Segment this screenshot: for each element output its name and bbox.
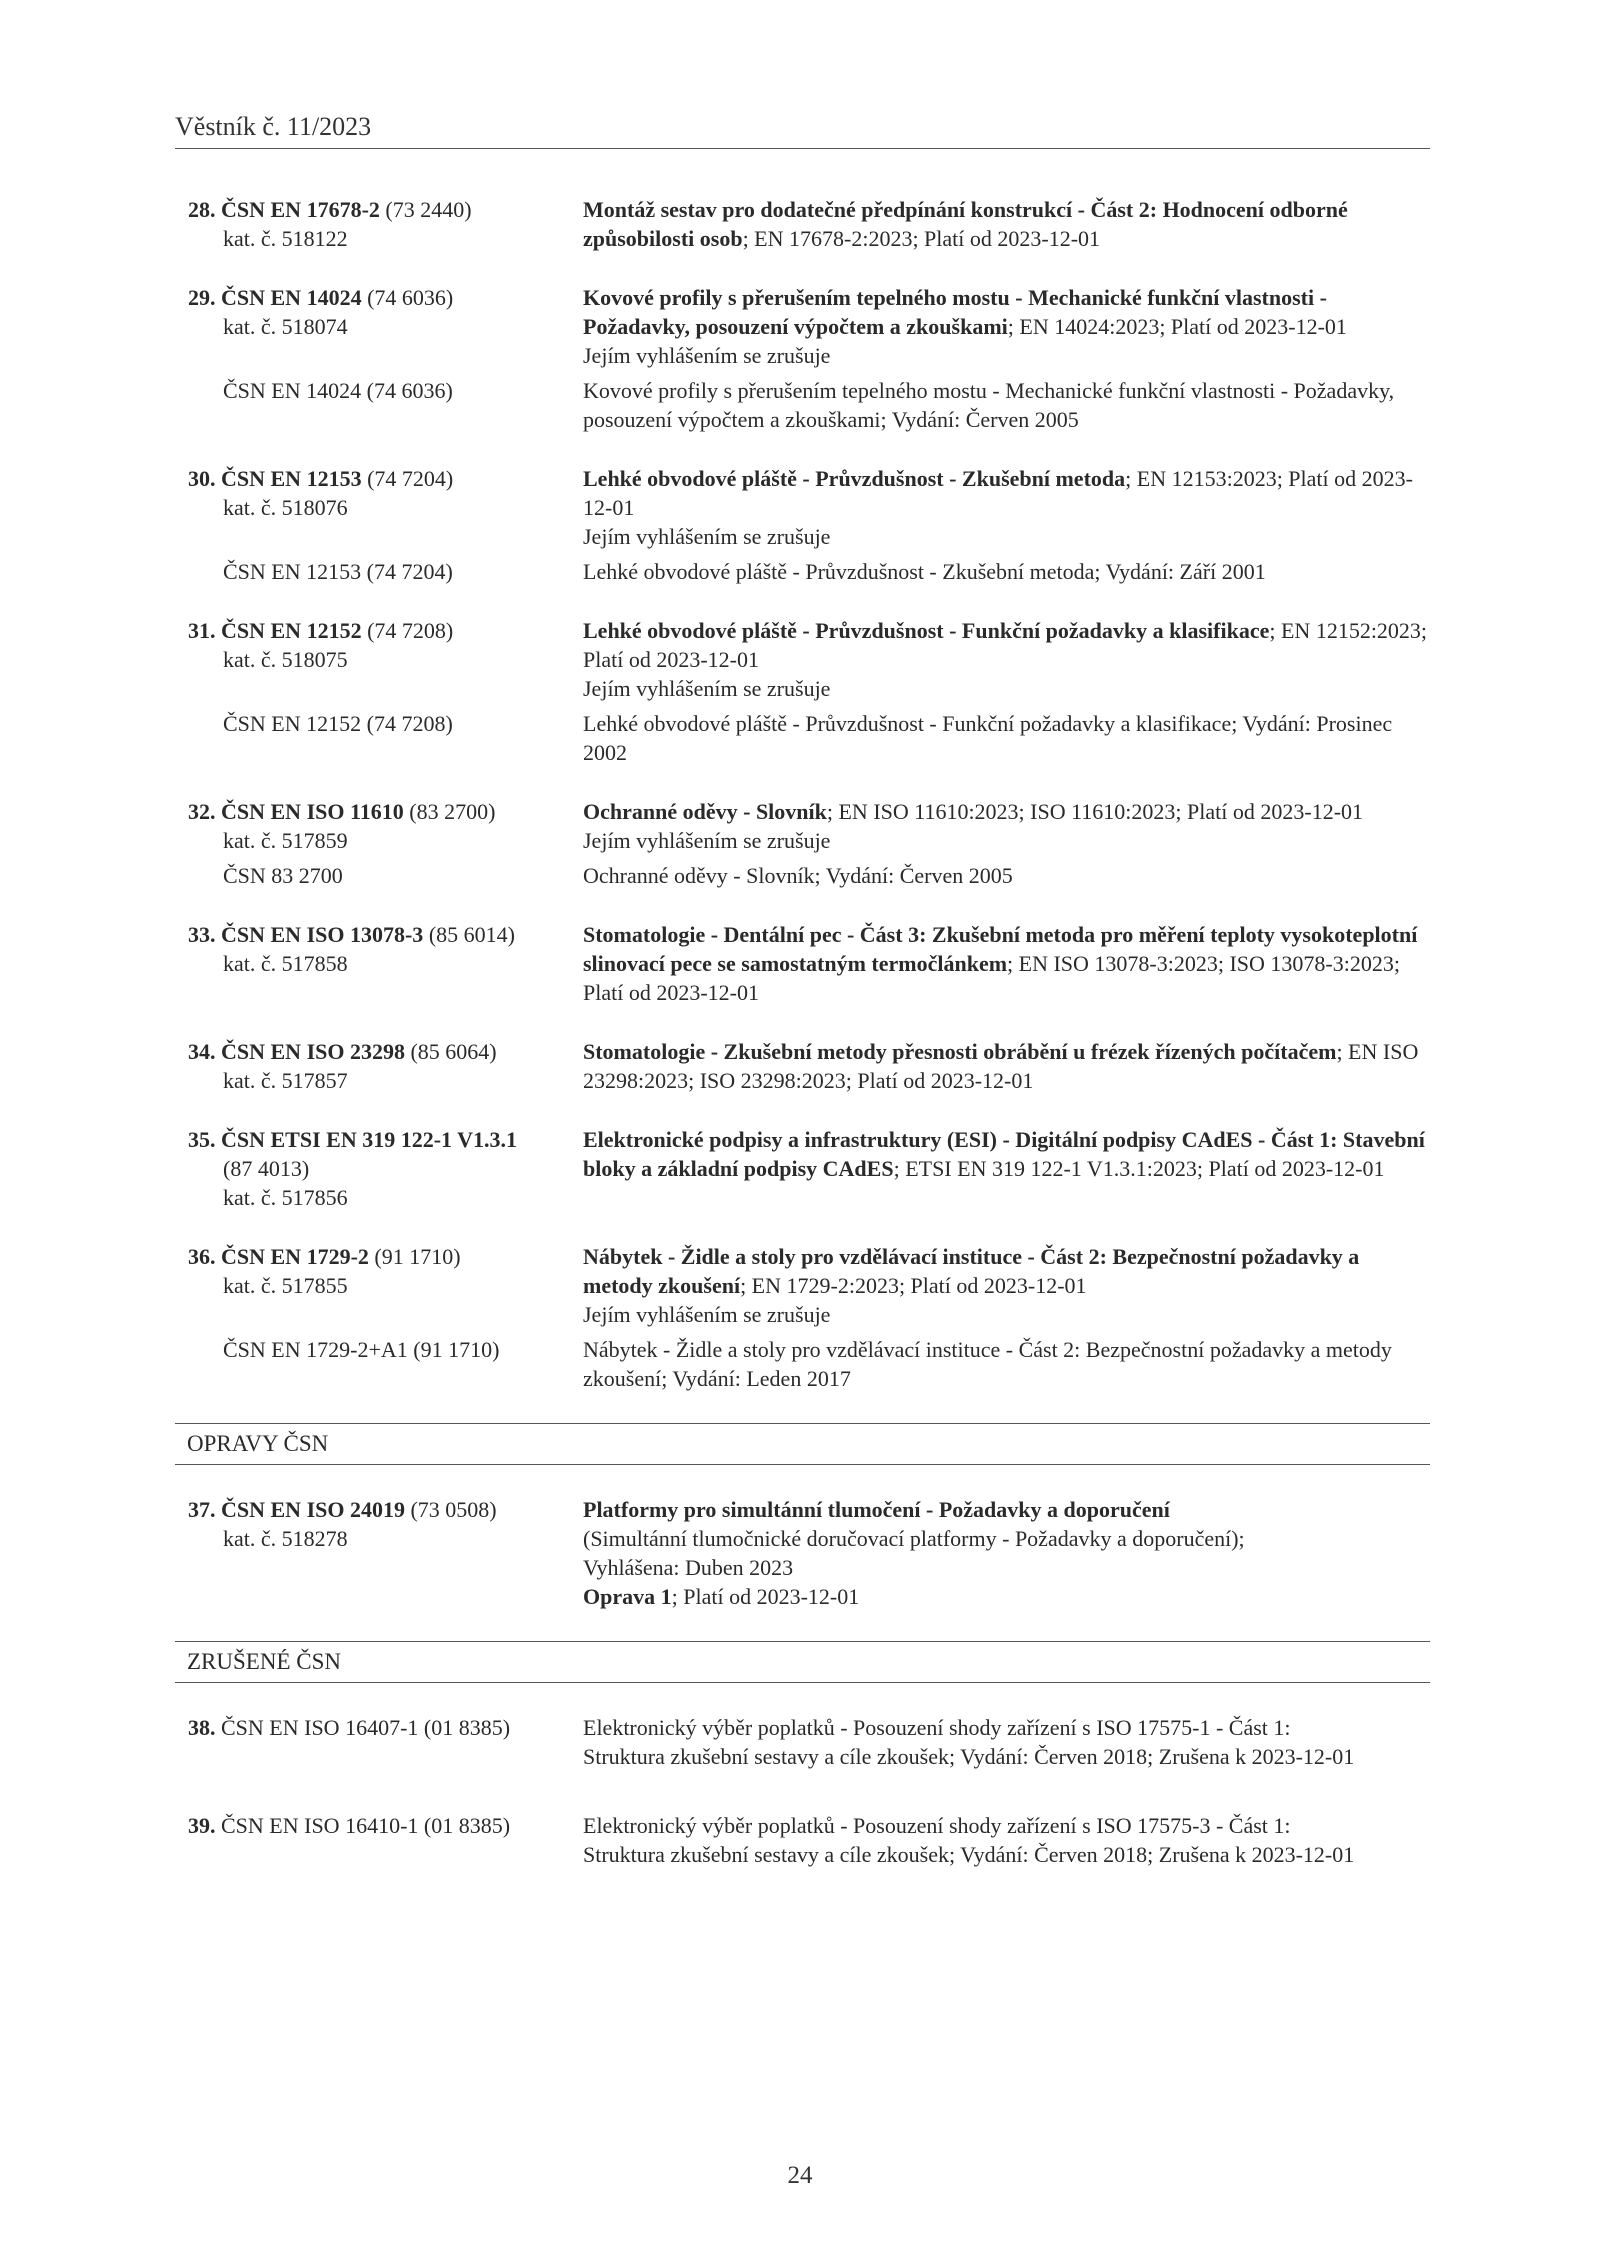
- entry-number: 29.: [188, 285, 216, 310]
- standard-code: ČSN EN 1729-2: [221, 1244, 369, 1269]
- entry-number: 39.: [188, 1813, 216, 1838]
- standard-details: ; EN ISO 23298:2023; ISO 23298:2023; Platí od 2023-12-01: [583, 1039, 1419, 1093]
- entry-number: 36.: [188, 1244, 216, 1269]
- catalog-number: kat. č. 517858: [223, 951, 348, 976]
- classification: (85 6014): [428, 922, 515, 947]
- entry-32: [0, 797, 1600, 890]
- classification: (73 2440): [385, 197, 472, 222]
- old-standard-code: ČSN EN 12153 (74 7204): [223, 559, 453, 584]
- cancelled-title-line1: Elektronický výběr poplatků - Posouzení shody zařízení s ISO 17575-1 - Část 1:: [583, 1715, 1291, 1740]
- entry-number: 33.: [188, 922, 216, 947]
- entry-number: 28.: [188, 197, 216, 222]
- old-standard-code: ČSN EN 12152 (74 7208): [223, 711, 453, 736]
- entry-35: [0, 1125, 1600, 1212]
- classification: (85 6064): [410, 1039, 497, 1064]
- page-header: Věstník č. 11/2023: [175, 112, 1430, 149]
- standard-code: ČSN EN 14024: [221, 285, 362, 310]
- catalog-number: kat. č. 517859: [223, 828, 348, 853]
- old-standard-code: ČSN EN 14024 (74 6036): [223, 378, 453, 403]
- entry-number: 32.: [188, 799, 216, 824]
- replaces-note: Jejím vyhlášením se zrušuje: [583, 676, 831, 701]
- entry-39: [0, 1811, 1600, 1869]
- classification: (91 1710): [374, 1244, 461, 1269]
- replaces-note: Jejím vyhlášením se zrušuje: [583, 828, 831, 853]
- cancelled-title-line1: Elektronický výběr poplatků - Posouzení shody zařízení s ISO 17575-3 - Část 1:: [583, 1813, 1291, 1838]
- old-standard-text: Lehké obvodové pláště - Průvzdušnost - Funkční požadavky a klasifikace; Vydání: Prosinec 2002: [583, 711, 1393, 765]
- entry-36: [0, 1242, 1600, 1393]
- correction-details: ; Platí od 2023-12-01: [671, 1584, 860, 1609]
- standard-code: ČSN EN ISO 24019: [221, 1497, 405, 1522]
- catalog-number: kat. č. 517857: [223, 1068, 348, 1093]
- classification: (87 4013): [223, 1156, 310, 1181]
- standard-title: Elektronické podpisy a infrastruktury (ESI) - Digitální podpisy CAdES - Část 1: Stavební bloky a základní podpisy CAdES: [583, 1127, 1425, 1181]
- catalog-number: kat. č. 518076: [223, 495, 348, 520]
- catalog-number: kat. č. 518122: [223, 226, 348, 251]
- catalog-number: kat. č. 518074: [223, 314, 348, 339]
- classification: (74 7204): [367, 466, 454, 491]
- standard-subtitle: (Simultánní tlumočnické doručovací platformy - Požadavky a doporučení);: [583, 1526, 1245, 1551]
- entry-30: [0, 464, 1600, 586]
- standard-title: Lehké obvodové pláště - Průvzdušnost - Zkušební metoda: [583, 466, 1126, 491]
- entry-38: [0, 1713, 1600, 1771]
- standard-details: ; ETSI EN 319 122-1 V1.3.1:2023; Platí od 2023-12-01: [893, 1156, 1385, 1181]
- standard-title: Stomatologie - Zkušební metody přesnosti obrábění u frézek řízených počítačem: [583, 1039, 1337, 1064]
- standard-title: Platformy pro simultánní tlumočení - Požadavky a doporučení: [583, 1497, 1170, 1522]
- old-standard-text: Ochranné oděvy - Slovník; Vydání: Červen 2005: [583, 863, 1013, 888]
- standard-code: ČSN EN ISO 11610: [221, 799, 404, 824]
- cancelled-title-line2: Struktura zkušební sestavy a cíle zkoušek; Vydání: Červen 2018; Zrušena k 2023-12-01: [583, 1842, 1355, 1867]
- catalog-number: kat. č. 518278: [223, 1526, 348, 1551]
- entry-number: 37.: [188, 1497, 216, 1522]
- content: [0, 195, 1600, 1899]
- old-standard-code: ČSN EN 1729-2+A1 (91 1710): [223, 1337, 500, 1362]
- replaces-note: Jejím vyhlášením se zrušuje: [583, 1302, 831, 1327]
- standard-code: ČSN EN 17678-2: [221, 197, 380, 222]
- standard-title: Stomatologie - Dentální pec - Část 3: Zkušební metoda pro měření teploty vysokoteplotní slinovací pece se samostatným termočlánkem: [583, 922, 1418, 976]
- standard-code: ČSN EN 12152: [221, 618, 362, 643]
- standard-code: ČSN EN ISO 23298: [221, 1039, 405, 1064]
- standard-details: ; EN 14024:2023; Platí od 2023-12-01: [1007, 314, 1347, 339]
- classification: (74 7208): [367, 618, 454, 643]
- correction-label: Oprava 1: [583, 1584, 672, 1609]
- replaces-note: Jejím vyhlášením se zrušuje: [583, 343, 831, 368]
- entry-number: 31.: [188, 618, 216, 643]
- standard-code: ČSN EN ISO 13078-3: [221, 922, 424, 947]
- entry-34: [0, 1037, 1600, 1095]
- cancelled-title-line2: Struktura zkušební sestavy a cíle zkoušek; Vydání: Červen 2018; Zrušena k 2023-12-01: [583, 1744, 1355, 1769]
- entry-28: [0, 195, 1600, 253]
- old-standard-text: Kovové profily s přerušením tepelného mostu - Mechanické funkční vlastnosti - Požadavky, posouzení výpočtem a zkouškami; Vydání: Červen 2005: [583, 378, 1395, 432]
- standard-details: ; EN ISO 11610:2023; ISO 11610:2023; Platí od 2023-12-01: [826, 799, 1364, 824]
- catalog-number: kat. č. 517856: [223, 1185, 348, 1210]
- standard-details: ; EN 12153:2023; Platí od 2023-12-01: [583, 466, 1413, 520]
- standard-code: ČSN EN 12153: [221, 466, 362, 491]
- standard-details: ; EN 17678-2:2023; Platí od 2023-12-01: [742, 226, 1101, 251]
- classification: (74 6036): [367, 285, 454, 310]
- entry-number: 38.: [188, 1715, 216, 1740]
- standard-title: Ochranné oděvy - Slovník: [583, 799, 827, 824]
- catalog-number: kat. č. 517855: [223, 1273, 348, 1298]
- entry-33: [0, 920, 1600, 1007]
- standard-details: ; EN 12152:2023; Platí od 2023-12-01: [583, 618, 1428, 672]
- section-heading-zrusene: ZRUŠENÉ ČSN: [175, 1641, 1430, 1683]
- classification: (83 2700): [409, 799, 496, 824]
- replaces-note: Jejím vyhlášením se zrušuje: [583, 524, 831, 549]
- entry-number: 34.: [188, 1039, 216, 1064]
- old-standard-text: Nábytek - Židle a stoly pro vzdělávací instituce - Část 2: Bezpečnostní požadavky a metody zkoušení; Vydání: Leden 2017: [583, 1337, 1392, 1391]
- page-number: 24: [787, 2162, 813, 2189]
- standard-code: ČSN ETSI EN 319 122-1 V1.3.1: [221, 1127, 518, 1152]
- standard-title: Montáž sestav pro dodatečné předpínání konstrukcí - Část 2: Hodnocení odborné způsobilosti osob: [583, 197, 1348, 251]
- old-standard-code: ČSN 83 2700: [223, 863, 343, 888]
- entry-37: [0, 1495, 1600, 1611]
- standard-title: Kovové profily s přerušením tepelného mostu - Mechanické funkční vlastnosti - Požadavky, posouzení výpočtem a zkouškami: [583, 285, 1327, 339]
- entry-number: 35.: [188, 1127, 216, 1152]
- standard-title: Nábytek - Židle a stoly pro vzdělávací instituce - Část 2: Bezpečnostní požadavky a metody zkoušení: [583, 1244, 1360, 1298]
- entry-31: [0, 616, 1600, 767]
- section-heading-opravy: OPRAVY ČSN: [175, 1423, 1430, 1465]
- entry-number: 30.: [188, 466, 216, 491]
- entry-29: [0, 283, 1600, 434]
- standard-title: Lehké obvodové pláště - Průvzdušnost - Funkční požadavky a klasifikace: [583, 618, 1270, 643]
- catalog-number: kat. č. 518075: [223, 647, 348, 672]
- classification: (73 0508): [410, 1497, 497, 1522]
- standard-details: ; EN ISO 13078-3:2023; ISO 13078-3:2023; Platí od 2023-12-01: [583, 951, 1400, 1005]
- announced-date: Vyhlášena: Duben 2023: [583, 1555, 794, 1580]
- standard-details: ; EN 1729-2:2023; Platí od 2023-12-01: [740, 1273, 1087, 1298]
- old-standard-text: Lehké obvodové pláště - Průvzdušnost - Zkušební metoda; Vydání: Září 2001: [583, 559, 1266, 584]
- standard-code: ČSN EN ISO 16407-1 (01 8385): [221, 1715, 511, 1740]
- standard-code: ČSN EN ISO 16410-1 (01 8385): [221, 1813, 511, 1838]
